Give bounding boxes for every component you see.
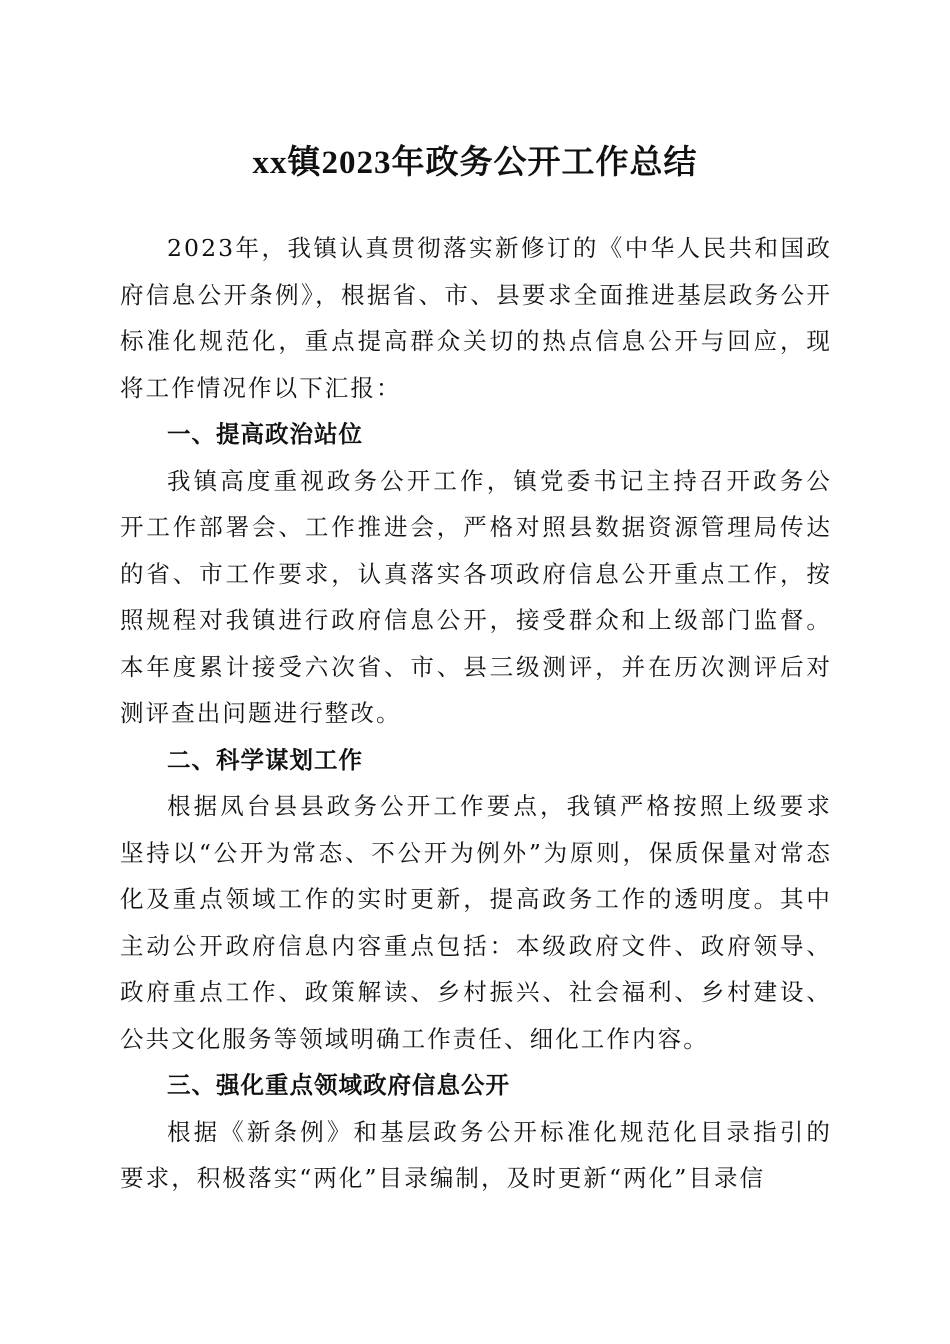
document-title: xx镇2023年政务公开工作总结 [252, 145, 698, 181]
section-heading: 三、强化重点领域政府信息公开 [167, 1071, 510, 1099]
section-paragraph: 根据《新条例》和基层政务公开标准化规范化目录指引的要求，积极落实“两化”目录编制，及时更新“两化”目录信 [120, 1117, 832, 1192]
section-paragraph: 根据凤台县县政务公开工作要点，我镇严格按照上级要求坚持以“公开为常态、不公开为例外”为原则，保质保量对常态化及重点领域工作的实时更新，提高政务工作的透明度。其中主动公开政府信息内容重点包括：本级政府文件、政府领导、政府重点工作、政策解读、乡村振兴、社会福利、乡村建设、公共文化服务等领域明确工作责任、细化工作内容。 [120, 792, 832, 1053]
section-heading: 二、科学谋划工作 [167, 745, 363, 774]
section-paragraph: 我镇高度重视政务公开工作，镇党委书记主持召开政务公开工作部署会、工作推进会，严格对照县数据资源管理局传达的省、市工作要求，认真落实各项政府信息公开重点工作，按照规程对我镇进行政府信息公开，接受群众和上级部门监督。本年度累计接受六次省、市、县三级测评，并在历次测评后对测评查出问题进行整改。 [120, 466, 832, 727]
section-heading: 一、提高政治站位 [167, 420, 363, 448]
intro-paragraph: 2023年，我镇认真贯彻落实新修订的《中华人民共和国政府信息公开条例》，根据省、市、县要求全面推进基层政务公开标准化规范化，重点提高群众关切的热点信息公开与回应，现将工作情况作以下汇报： [120, 234, 832, 402]
document-body [120, 225, 832, 1202]
